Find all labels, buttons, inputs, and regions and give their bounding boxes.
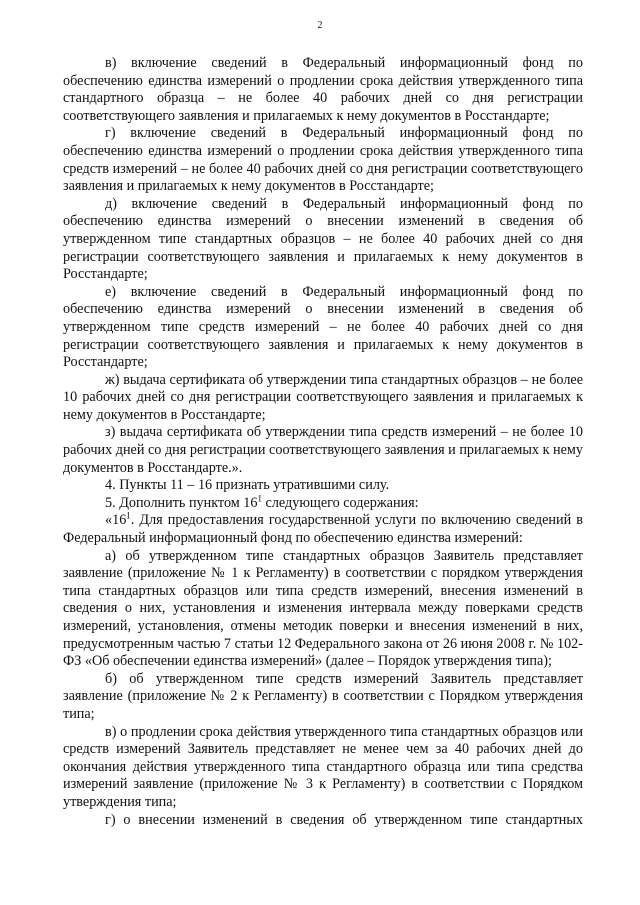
paragraph-item-16-1 <box>63 512 583 547</box>
page-number: 2 <box>317 20 323 31</box>
paragraph-zh: ж) выдача сертификата об утверждении типа стандартных образцов – не более 10 рабочих дней со дня регистрации соответствующего заявления и прилагаемых к нему документов в Росстандарте; <box>63 371 583 423</box>
paragraph-v: в) включение сведений в Федеральный информационный фонд по обеспечению единства измерений о продлении срока действия утвержденного типа стандартного образца – не более 40 рабочих дней со дня регистрации соответствующего заявления и прилагаемых к нему документов в Росстандарте; <box>63 55 583 124</box>
paragraph-item-16-1-before: «16 <box>105 512 127 529</box>
paragraph-item-16-1-after: . Для предоставления государственной услуги по включению сведений в Федеральный информационный фонд по обеспечению единства измерений: <box>63 512 583 547</box>
paragraph-a: а) об утвержденном типе стандартных образцов Заявитель представляет заявление (приложение № 1 к Регламенту) в соответствии с порядком утверждения типа стандартных образцов или типа средств измерений, внесения изменений в сведения о них, установления и изменения интервала между поверками средств измерений, установления, отмены методик поверки и внесения изменений в них, предусмотренным частью 7 статьи 12 Федерального закона от 26 июня 2008 г. № 102-ФЗ «Об обеспечении единства измерений» (далее – Порядок утверждения типа); <box>63 547 583 670</box>
paragraph-e: е) включение сведений в Федеральный информационный фонд по обеспечению единства измерений о внесении изменений в сведения об утвержденном типе средств измерений – не более 40 рабочих дней со дня регистрации соответствующего заявления и прилагаемых к нему документов в Росстандарте; <box>63 283 583 371</box>
paragraph-z: з) выдача сертификата об утверждении типа средств измерений – не более 10 рабочих дней со дня регистрации соответствующего заявления и прилагаемых к нему документов в Росстандарте.». <box>63 424 583 476</box>
paragraph-item-16-1-sup: 1 <box>126 510 131 521</box>
paragraph-item-4: 4. Пункты 11 – 16 признать утратившими силу. <box>105 477 390 494</box>
paragraph-g: г) включение сведений в Федеральный информационный фонд по обеспечению единства измерений о продлении срока действия утвержденного типа средств измерений – не более 40 рабочих дней со дня регистрации соответствующего заявления и прилагаемых к нему документов в Росстандарте; <box>63 125 583 195</box>
paragraph-item-5-before: 5. Дополнить пунктом 16 <box>105 494 258 511</box>
paragraph-item-5-after: следующего содержания: <box>261 494 419 511</box>
paragraph-b: б) об утвержденном типе средств измерений Заявитель представляет заявление (приложение № 2 к Регламенту) в соответствии с Порядком утверждения типа; <box>63 670 583 722</box>
paragraph-v2: в) о продлении срока действия утвержденного типа стандартных образцов или средств измерений Заявитель представляет не менее чем за 40 рабочих дней до окончания действия утвержденного типа стандартного образца или типа средства измерений заявление (приложение № 3 к Регламенту) в соответствии с Порядком утверждения типа; <box>63 723 583 810</box>
paragraph-d: д) включение сведений в Федеральный информационный фонд по обеспечению единства измерений о внесении изменений в сведения об утвержденном типе стандартных образцов – не более 40 рабочих дней со дня регистрации соответствующего заявления и прилагаемых к нему документов в Росстандарте; <box>63 195 583 283</box>
paragraph-item-5 <box>63 495 583 513</box>
document-body <box>63 55 583 829</box>
paragraph-g2: г) о внесении изменений в сведения об утвержденном типе стандартных <box>105 811 583 828</box>
paragraph-item-5-sup: 1 <box>257 493 262 504</box>
